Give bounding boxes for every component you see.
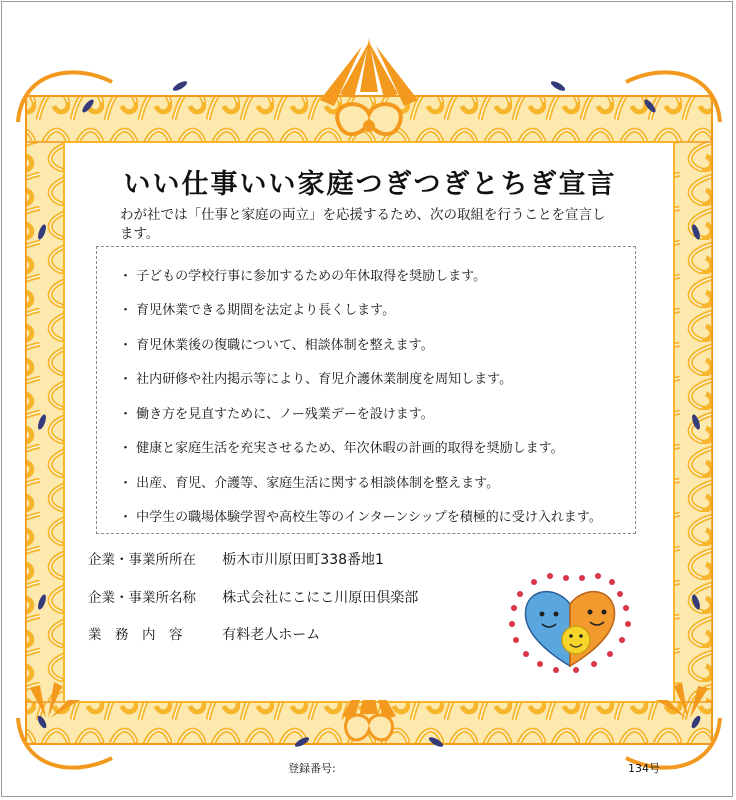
action-item: ・ 健康と家庭生活を充実させるため、年次休暇の計画的取得を奨励します。 — [119, 441, 564, 456]
company-name-row — [88, 586, 418, 607]
action-item: ・ 育児休業できる期間を法定より長くします。 — [119, 303, 396, 318]
heart-logo-icon — [500, 568, 640, 678]
declaration-title: いい仕事いい家庭つぎつぎとちぎ宣言 — [123, 169, 617, 200]
registration-label: 登録番号: — [288, 762, 336, 775]
action-item: ・ 子どもの学校行事に参加するための年休取得を奨励します。 — [119, 269, 487, 284]
business-value: 有料老人ホーム — [222, 627, 321, 643]
action-list — [96, 246, 636, 534]
registration-number: 134号 — [628, 762, 660, 775]
action-item: ・ 育児休業後の復職について、相談体制を整えます。 — [119, 338, 434, 353]
action-item: ・ 出産、育児、介護等、家庭生活に関する相談体制を整えます。 — [119, 476, 500, 491]
business-label: 業 務 内 容 — [88, 627, 183, 643]
action-item: ・ 社内研修や社内掲示等により、育児介護休業制度を周知します。 — [119, 372, 513, 387]
certificate-page — [1, 1, 733, 797]
company-name-label: 企業・事業所名称 — [88, 590, 196, 606]
company-name-value: 株式会社にこにこ川原田倶楽部 — [222, 590, 419, 606]
address-value: 栃木市川原田町338番地1 — [222, 552, 384, 568]
business-row — [88, 623, 320, 644]
address-row — [88, 548, 384, 569]
action-item: ・ 働き方を見直すために、ノー残業デーを設けます。 — [119, 407, 434, 422]
address-label: 企業・事業所所在 — [88, 552, 196, 568]
action-item: ・ 中学生の職場体験学習や高校生等のインターンシップを積極的に受け入れます。 — [119, 510, 602, 525]
intro-text: わが社では「仕事と家庭の両立」を応援するため、次の取組を行うことを宣言します。 — [120, 207, 606, 242]
